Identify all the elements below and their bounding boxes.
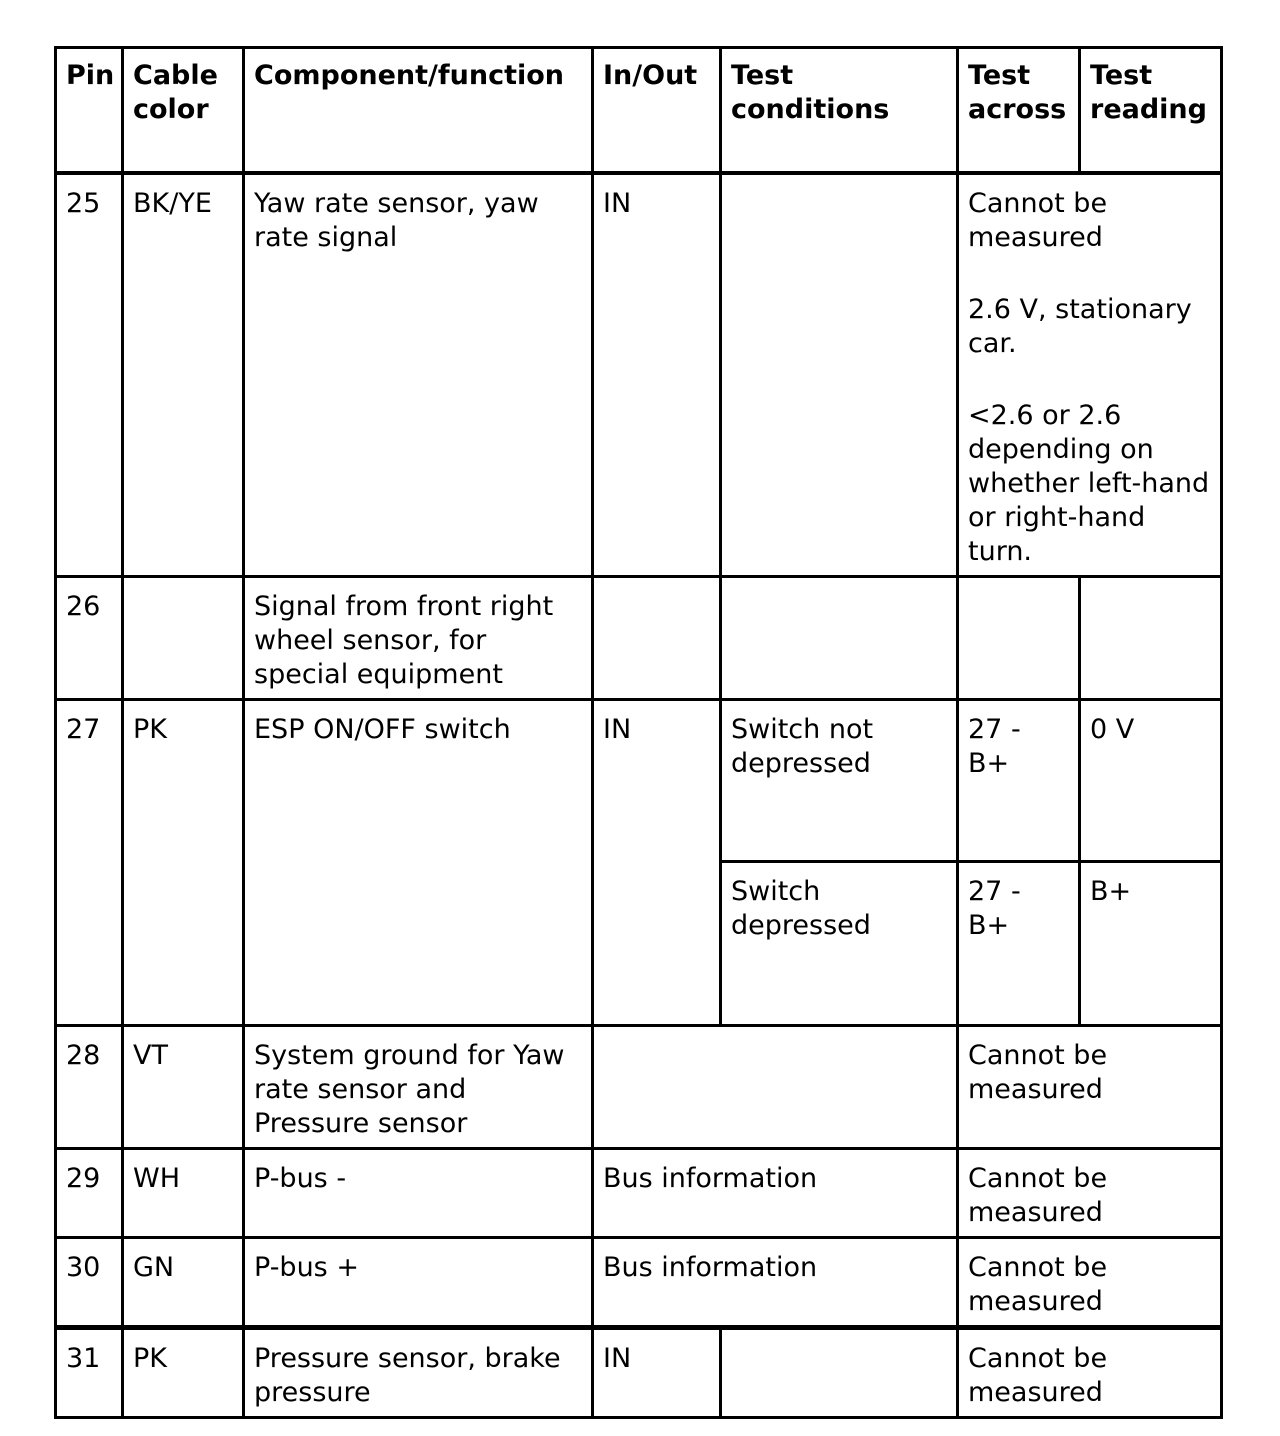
table-row xyxy=(56,1237,1222,1327)
cable-color-cell: GN xyxy=(123,1237,244,1327)
pin-cell: 31 xyxy=(56,1327,123,1417)
table-row xyxy=(56,173,1222,577)
header-component: Component/function xyxy=(244,48,593,173)
test-conditions-cell: Switch not depressed xyxy=(721,699,958,861)
header-test-reading: Test reading xyxy=(1080,48,1222,173)
pin-cell: 29 xyxy=(56,1148,123,1237)
header-cable-color: Cable color xyxy=(123,48,244,173)
component-cell: P-bus + xyxy=(244,1237,593,1327)
table-row xyxy=(56,1148,1222,1237)
test-reading-cell: Cannot be measured xyxy=(958,1148,1222,1237)
cable-color-cell: WH xyxy=(123,1148,244,1237)
test-reading-cell: Cannot be measured xyxy=(958,1025,1222,1148)
pin-cell: 26 xyxy=(56,576,123,699)
test-conditions-cell xyxy=(721,576,958,699)
pin-cell: 27 xyxy=(56,699,123,1025)
test-reading-cell: B+ xyxy=(1080,861,1222,1025)
pin-cell: 28 xyxy=(56,1025,123,1148)
test-across-cell: 27 - B+ xyxy=(958,699,1080,861)
in-out-cell xyxy=(593,576,721,699)
component-cell: Yaw rate sensor, yaw rate signal xyxy=(244,173,593,577)
test-reading-cell: 0 V xyxy=(1080,699,1222,861)
test-conditions-cell xyxy=(721,1327,958,1417)
table-row xyxy=(56,1025,1222,1148)
in-out-cell: Bus information xyxy=(593,1148,958,1237)
component-cell: Signal from front right wheel sensor, for special equipment xyxy=(244,576,593,699)
test-reading-cell: Cannot be measured xyxy=(958,1327,1222,1417)
table-row xyxy=(56,699,1222,861)
header-pin: Pin xyxy=(56,48,123,173)
component-cell: P-bus - xyxy=(244,1148,593,1237)
cable-color-cell: VT xyxy=(123,1025,244,1148)
component-cell: Pressure sensor, brake pressure xyxy=(244,1327,593,1417)
header-in-out: In/Out xyxy=(593,48,721,173)
test-conditions-cell: Switch depressed xyxy=(721,861,958,1025)
cable-color-cell: BK/YE xyxy=(123,173,244,577)
in-out-cell: IN xyxy=(593,173,721,577)
in-out-cell: Bus information xyxy=(593,1237,958,1327)
test-across-cell: 27 - B+ xyxy=(958,861,1080,1025)
cable-color-cell xyxy=(123,576,244,699)
in-out-cell: IN xyxy=(593,1327,721,1417)
cable-color-cell: PK xyxy=(123,699,244,1025)
test-across-cell xyxy=(958,576,1080,699)
reading-line: <2.6 or 2.6 depending on whether left-hand or right-hand turn. xyxy=(968,399,1210,567)
in-out-cell xyxy=(593,1025,958,1148)
cable-color-cell: PK xyxy=(123,1327,244,1417)
component-cell: ESP ON/OFF switch xyxy=(244,699,593,1025)
pin-cell: 30 xyxy=(56,1237,123,1327)
pin-table xyxy=(54,46,1223,1419)
header-row xyxy=(56,48,1222,173)
component-cell: System ground for Yaw rate sensor and Pressure sensor xyxy=(244,1025,593,1148)
pin-cell: 25 xyxy=(56,173,123,577)
table-row xyxy=(56,1327,1222,1417)
in-out-cell: IN xyxy=(593,699,721,1025)
test-conditions-cell xyxy=(721,173,958,577)
table-row xyxy=(56,576,1222,699)
reading-line: Cannot be measured xyxy=(968,187,1108,253)
test-reading-cell: Cannot be measured xyxy=(958,1237,1222,1327)
test-reading-cell xyxy=(958,173,1222,577)
reading-line: 2.6 V, stationary car. xyxy=(968,293,1192,359)
test-reading-cell xyxy=(1080,576,1222,699)
header-test-conditions: Test conditions xyxy=(721,48,958,173)
header-test-across: Test across xyxy=(958,48,1080,173)
